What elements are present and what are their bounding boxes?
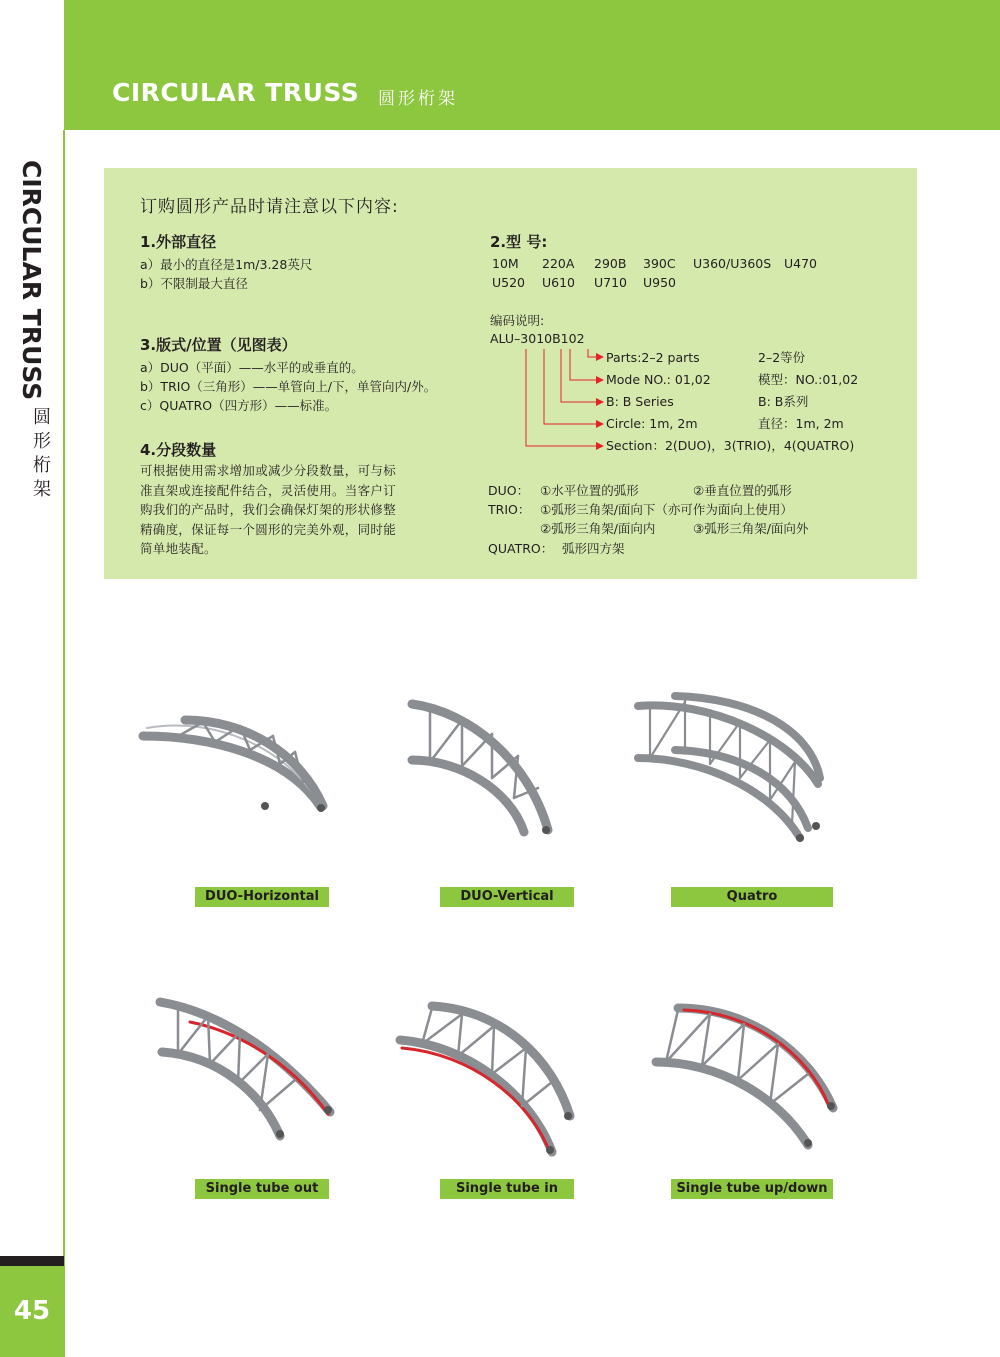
product-label: Single tube in	[440, 1179, 574, 1199]
legend-duo-1: ①水平位置的弧形	[540, 483, 639, 498]
section4-paragraph	[140, 461, 432, 559]
code-arrows	[488, 340, 613, 452]
model-item: 290B	[594, 256, 627, 271]
section3-heading: 3.版式/位置（见图表）	[140, 336, 297, 354]
page-title: CIRCULAR TRUSS	[112, 78, 360, 107]
side-title-cn: 圆形桁架	[33, 407, 51, 500]
trio-tube-out-truss-icon	[150, 994, 340, 1144]
duo-vertical-truss-icon	[400, 690, 560, 840]
page-number: 45	[13, 1296, 51, 1326]
code-item-en: Mode NO.: 01,02	[606, 372, 711, 387]
section2-heading: 2.型 号:	[490, 233, 548, 251]
header-band	[64, 0, 1000, 130]
model-item: U610	[542, 275, 576, 290]
code-item-en: Parts:2–2 parts	[606, 350, 700, 365]
section4-line: 简单地装配。	[140, 541, 217, 557]
page-title-cn: 圆形桁架	[378, 89, 458, 109]
code-item-en: Circle: 1m, 2m	[606, 416, 698, 431]
product-label: DUO-Horizontal	[195, 887, 329, 907]
page-tab-top	[0, 1256, 64, 1266]
legend-quatro-1: 弧形四方架	[562, 541, 625, 556]
section3-line: b）TRIO（三角形）——单管向上/下，单管向内/外。	[140, 379, 437, 394]
quatro-truss-icon	[630, 688, 830, 843]
section1-line: a）最小的直径是1m/3.28英尺	[140, 257, 313, 272]
code-item-cn: 直径：1m, 2m	[758, 416, 844, 431]
section4-heading: 4.分段数量	[140, 441, 217, 459]
side-rule	[63, 130, 65, 1357]
section3-line: a）DUO（平面）——水平的或垂直的。	[140, 360, 364, 375]
section4-line: 购我们的产品时，我们会确保灯架的形状修整	[140, 502, 397, 518]
model-item: U470	[784, 256, 818, 271]
legend-trio-1: ①弧形三角架/面向下（亦可作为面向上使用）	[540, 502, 793, 517]
section4-line: 精确度，保证每一个圆形的完美外观，同时能	[140, 521, 397, 537]
section4-line: 准直架或连接配件结合，灵活使用。当客户订	[140, 482, 397, 498]
model-item: 10M	[492, 256, 519, 271]
order-notice: 订购圆形产品时请注意以下内容:	[140, 197, 399, 217]
trio-tube-updown-truss-icon	[648, 1000, 843, 1150]
code-item-en: Section：2(DUO)，3(TRIO)，4(QUATRO)	[606, 438, 855, 453]
legend-trio-label: TRIO：	[488, 502, 531, 517]
code-item-cn: 2–2等份	[758, 350, 806, 365]
model-item: 220A	[542, 256, 575, 271]
product-label: DUO-Vertical	[440, 887, 574, 907]
legend-duo-2: ②垂直位置的弧形	[693, 483, 792, 498]
code-item-en: B: B Series	[606, 394, 674, 409]
section3-line: c）QUATRO（四方形）——标准。	[140, 398, 338, 413]
code-example: ALU–3010B102	[490, 331, 585, 346]
legend-quatro-label: QUATRO：	[488, 541, 554, 556]
section1-heading: 1.外部直径	[140, 233, 217, 251]
section4-line: 可根据使用需求增加或减少分段数量，可与标	[140, 463, 397, 478]
code-item-cn: 模型：NO.:01,02	[758, 372, 859, 387]
model-item: U360/U360S	[693, 256, 772, 271]
product-label: Single tube up/down	[671, 1179, 833, 1199]
model-item: U950	[643, 275, 677, 290]
model-item: 390C	[643, 256, 676, 271]
model-item: U520	[492, 275, 526, 290]
code-item-cn: B: B系列	[758, 394, 809, 409]
duo-horizontal-truss-icon	[135, 708, 335, 818]
model-item: U710	[594, 275, 628, 290]
side-title: CIRCULAR TRUSS	[17, 160, 46, 401]
section1-line: b）不限制最大直径	[140, 276, 248, 291]
product-label: Single tube out	[195, 1179, 329, 1199]
legend-trio-3: ③弧形三角架/面向外	[693, 521, 809, 536]
legend-trio-2: ②弧形三角架/面向内	[540, 521, 656, 536]
legend-duo-label: DUO：	[488, 483, 530, 498]
code-heading: 编码说明:	[490, 313, 545, 328]
product-label: Quatro	[671, 887, 833, 907]
trio-tube-in-truss-icon	[392, 998, 582, 1158]
